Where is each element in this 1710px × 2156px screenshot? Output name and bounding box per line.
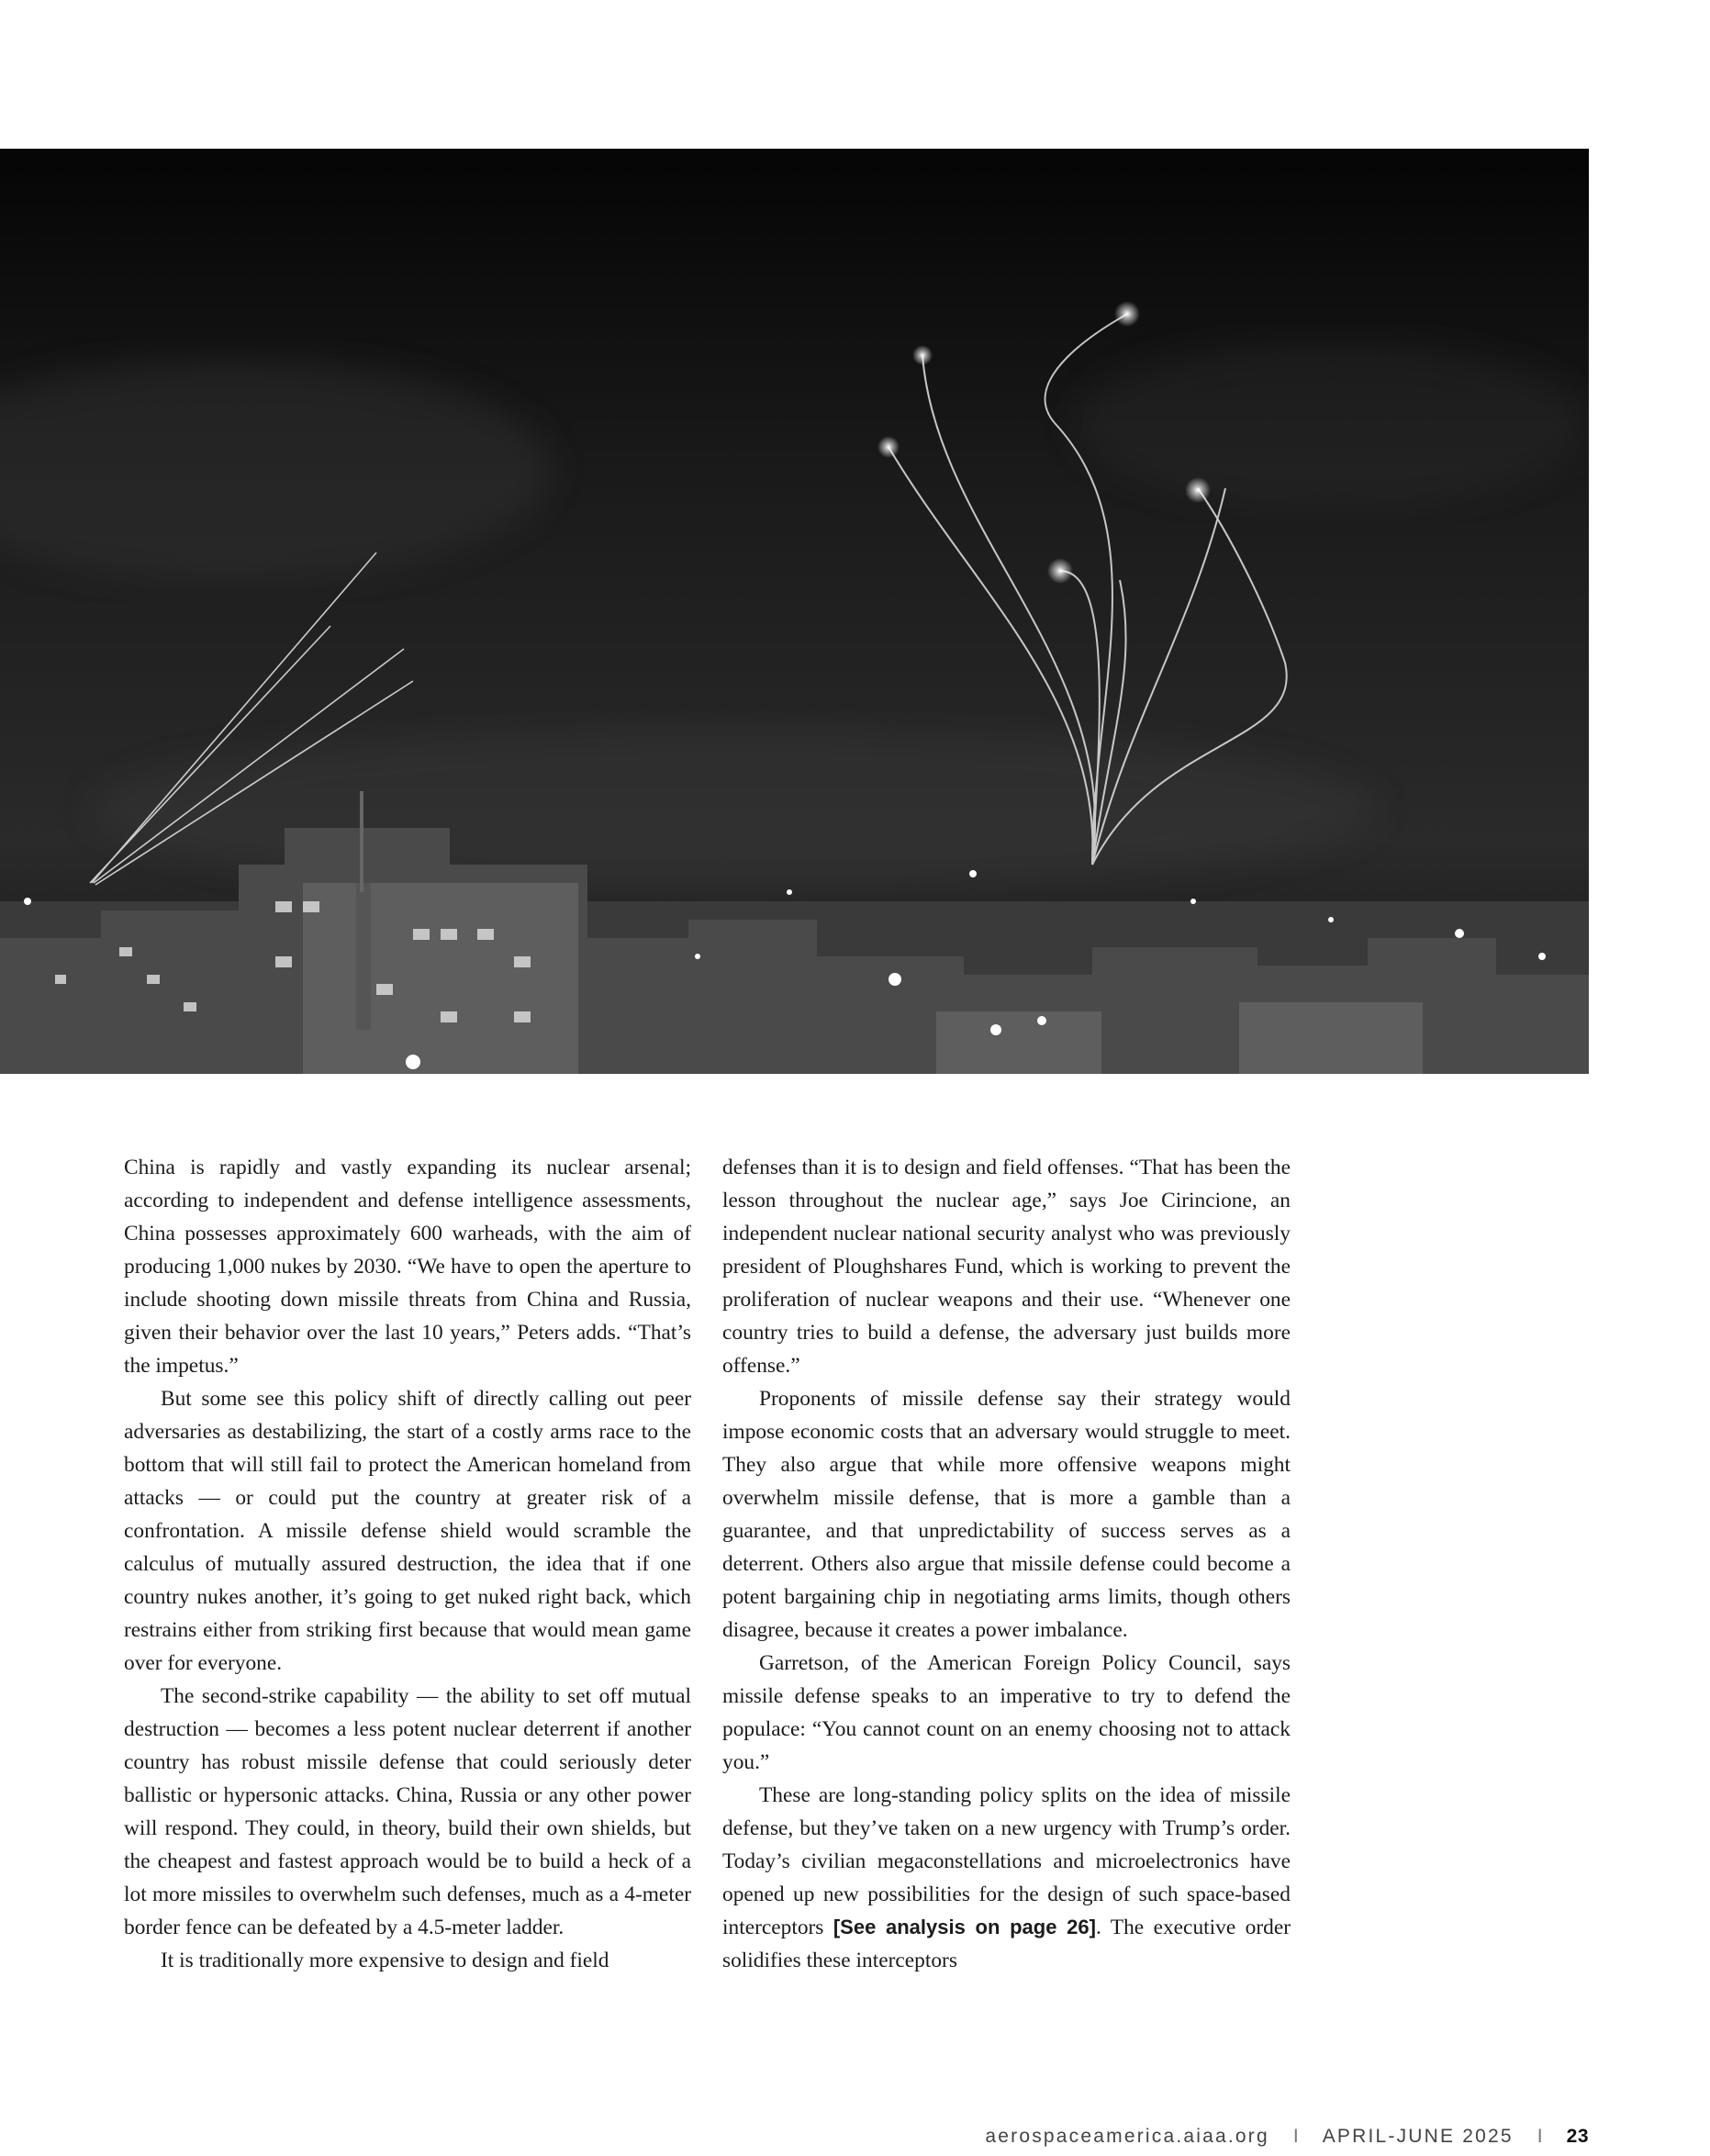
page-footer — [985, 2126, 1589, 2148]
paragraph: defenses than it is to design and field offenses. “That has been the lesson throughout the nuclear age,” says Joe Cirincione, an independent nuclear national security analyst who was previously president of Ploughshares Fund, which is working to prevent the proliferation of nuclear weapons and their use. “Whenever one country tries to build a defense, the adversary just builds more offense.” — [722, 1156, 1291, 1378]
article-column-left — [124, 1151, 691, 1977]
page-number: 23 — [1566, 2126, 1589, 2147]
paragraph: Garretson, of the American Foreign Policy Council, says missile defense speaks to an imperative to try to defend the populace: “You cannot count on an enemy choosing not to attack you.” — [722, 1651, 1291, 1774]
cross-reference-link: [See analysis on page 26] — [833, 1916, 1096, 1938]
missile-interception-image — [0, 149, 1589, 1074]
paragraph: It is traditionally more expensive to design and field — [161, 1949, 609, 1972]
paragraph: But some see this policy shift of directly calling out peer adversaries as destabilizing, the start of a costly arms race to the bottom that will still fail to protect the American homeland from attacks — or could put the country at greater risk of a confrontation. A missile defense shield would scramble the calculus of mutually assured destruction, the idea that if one country nukes another, it’s going to get nuked right back, which restrains either from striking first because that would mean game over for everyone. — [124, 1387, 691, 1675]
paragraph: Proponents of missile defense say their strategy would impose economic costs that an adversary would struggle to meet. They also argue that while more offensive weapons might overwhelm missile defense, that is more a gamble than a guarantee, and that unpredictability of success serves as a deterrent. Others also argue that missile defense could become a potent bargaining chip in negotiating arms limits, though others disagree, because it creates a power imbalance. — [722, 1387, 1291, 1642]
footer-separator: I — [1537, 2126, 1543, 2147]
footer-issue: APRIL-JUNE 2025 — [1322, 2126, 1514, 2147]
paragraph-text: . The executive order solidifies these interceptors — [722, 1916, 1291, 1972]
paragraph — [722, 1779, 1291, 1977]
article-column-right — [722, 1151, 1291, 1977]
paragraph: China is rapidly and vastly expanding its nuclear arsenal; according to independent and defense intelligence assessments, China possesses approximately 600 warheads, with the aim of producing 1,000 nukes by 2030. “We have to open the aperture to include shooting down missile threats from China and Russia, given their behavior over the last 10 years,” Peters adds. “That’s the impetus.” — [124, 1156, 691, 1378]
paragraph: The second-strike capability — the ability to set off mutual destruction — becomes a less potent nuclear deterrent if another country has robust missile defense that could seriously deter ballistic or hypersonic attacks. China, Russia or any other power will respond. They could, in theory, build their own shields, but the cheapest and fastest approach would be to build a heck of a lot more missiles to overwhelm such defenses, much as a 4-meter border fence can be defeated by a 4.5-meter ladder. — [124, 1684, 691, 1939]
footer-website: aerospaceamerica.aiaa.org — [985, 2126, 1269, 2147]
footer-separator: I — [1292, 2126, 1299, 2147]
paragraph-text: These are long-standing policy splits on the idea of missile defense, but they’ve taken on a new urgency with Trump’s order. Today’s civilian megaconstellations and microelectronics have opened up new possibilities for the design of such space-based interceptors — [722, 1783, 1291, 1939]
night-sky-missile-photo — [0, 149, 1589, 1074]
